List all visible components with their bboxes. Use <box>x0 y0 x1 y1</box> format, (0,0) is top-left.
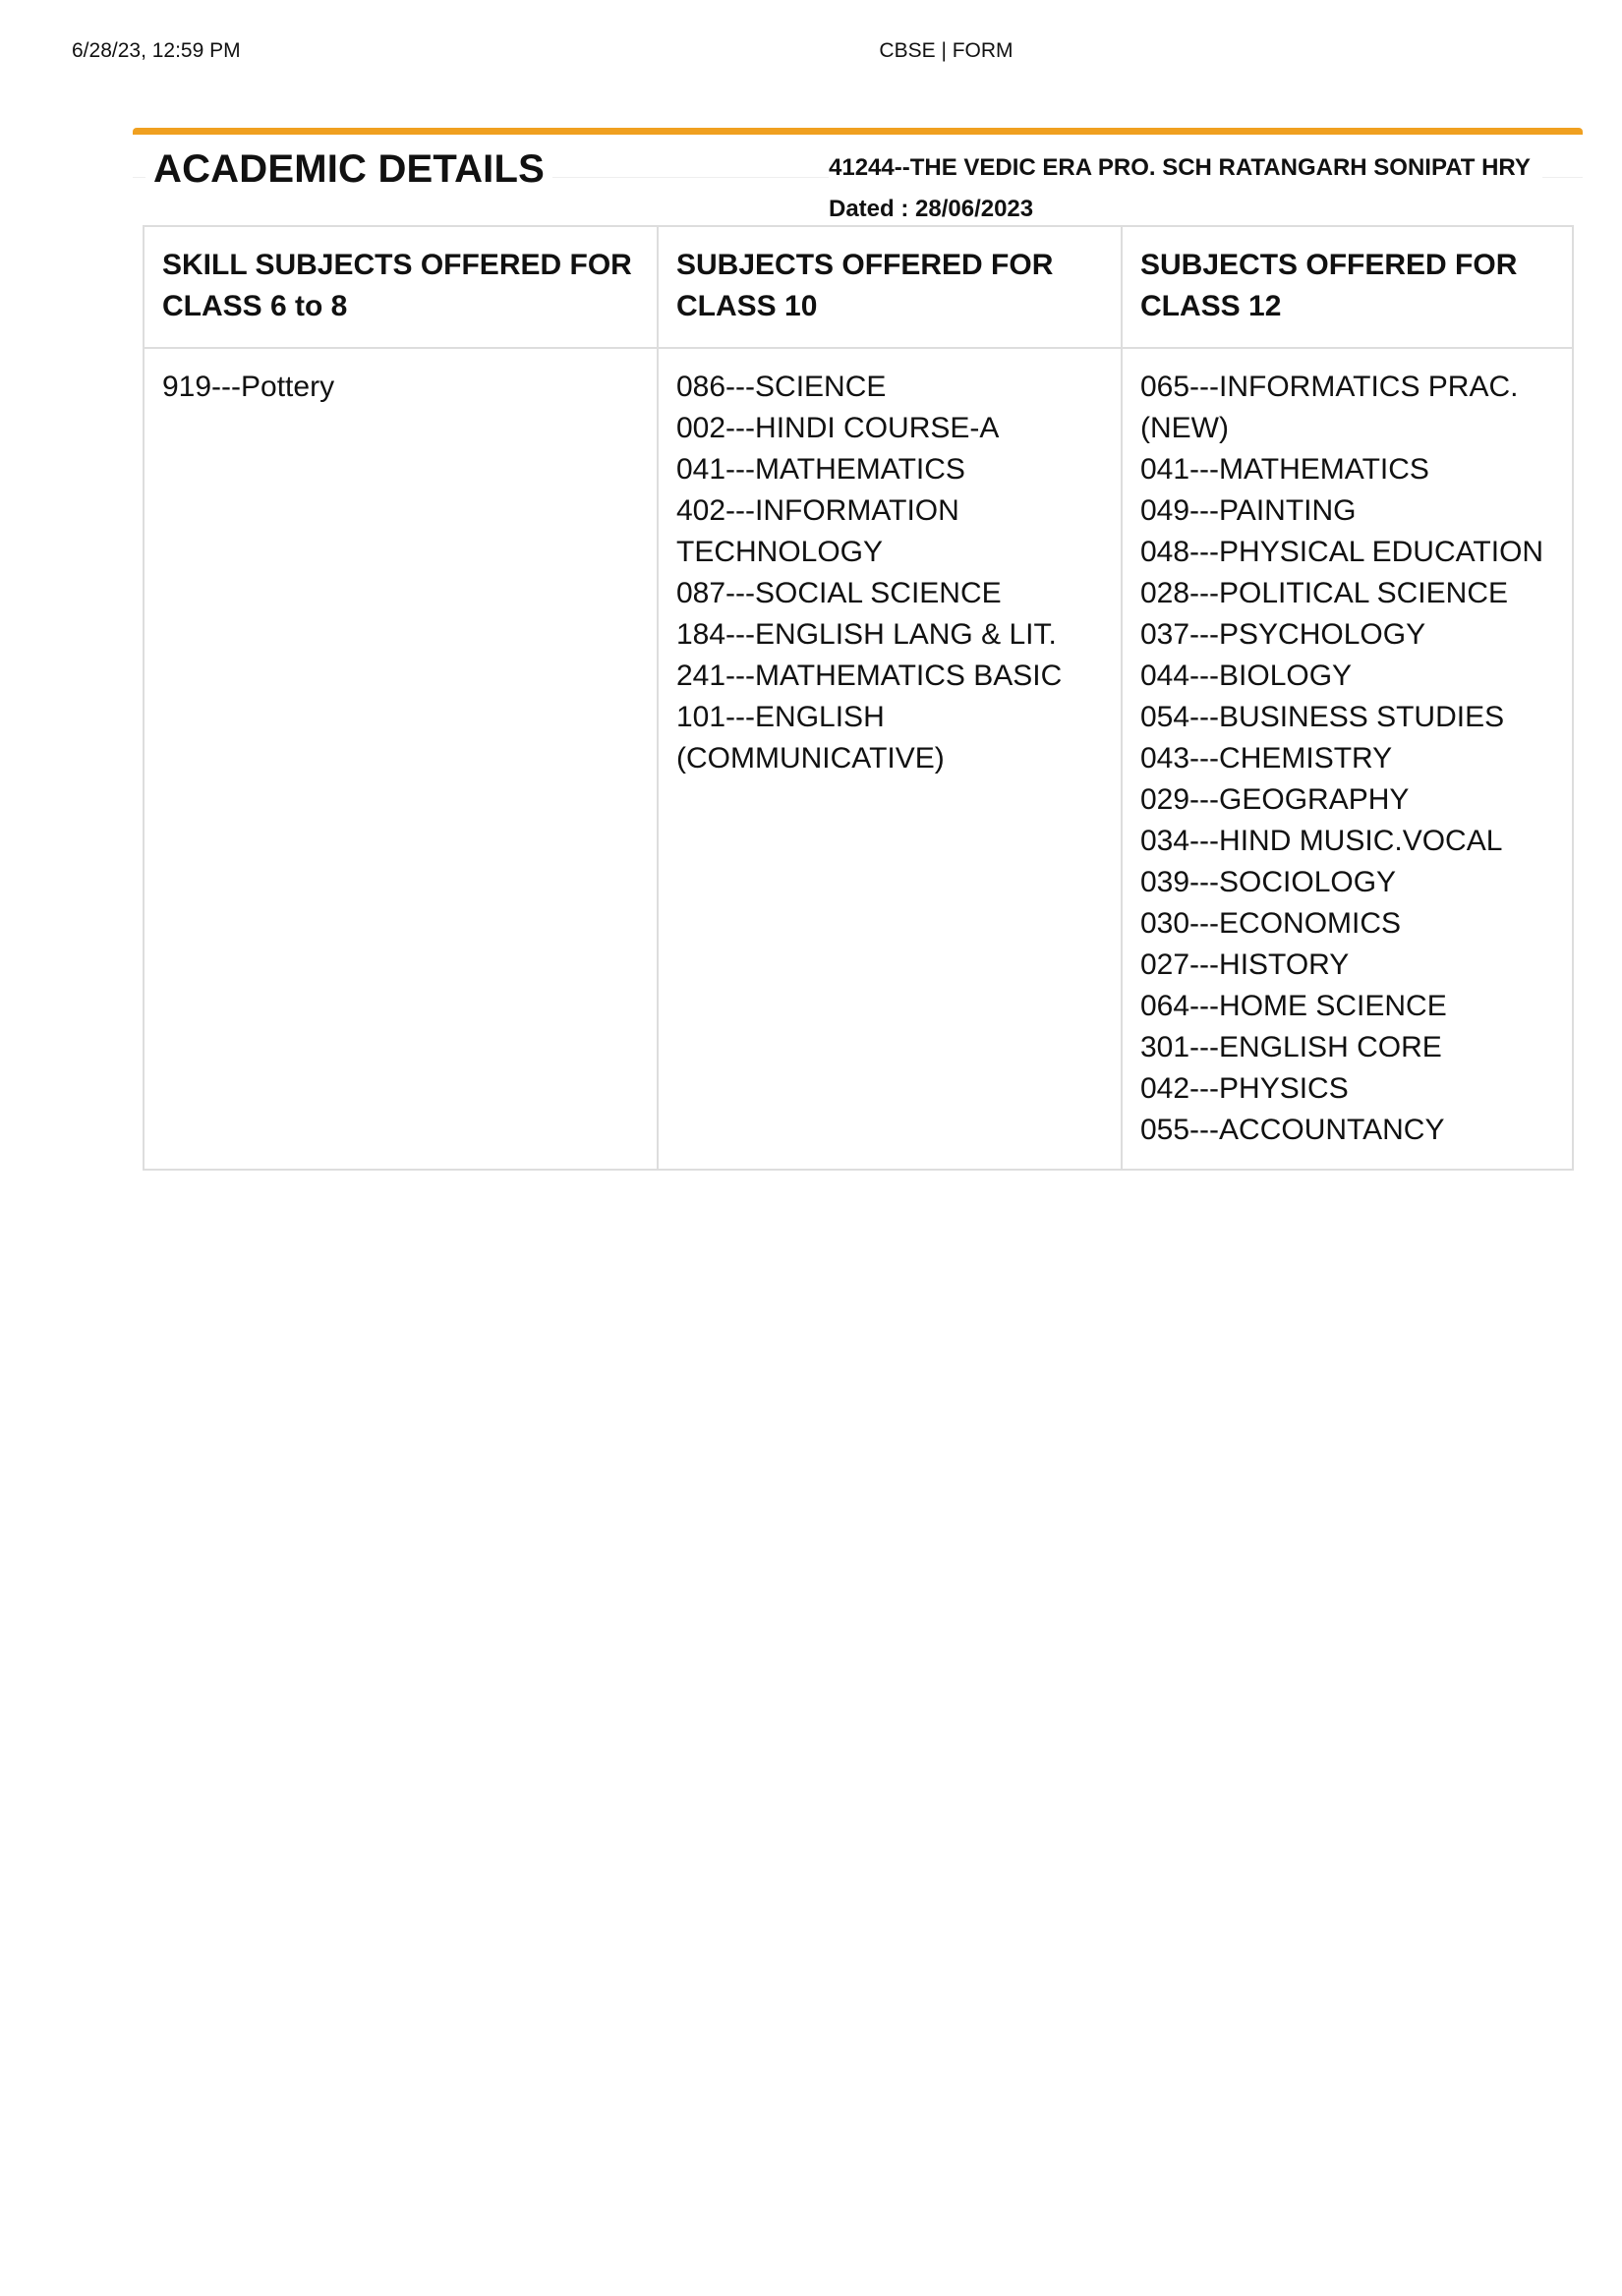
subject-item: 037---PSYCHOLOGY <box>1140 618 1426 651</box>
subject-list-class-12 <box>1140 367 1554 1151</box>
school-info <box>829 147 1542 230</box>
subject-list-class-10 <box>676 367 1103 779</box>
header-class-6-8: SKILL SUBJECTS OFFERED FOR CLASS 6 to 8 <box>144 226 658 348</box>
subject-item: 029---GEOGRAPHY <box>1140 783 1410 816</box>
subject-item: 042---PHYSICS <box>1140 1072 1349 1105</box>
subject-item: 054---BUSINESS STUDIES <box>1140 701 1505 733</box>
subject-item: 028---POLITICAL SCIENCE <box>1140 577 1508 609</box>
subject-item: 027---HISTORY <box>1140 948 1350 981</box>
dated-label: Dated : 28/06/2023 <box>829 196 1034 222</box>
subject-item: 034---HIND MUSIC.VOCAL <box>1140 825 1503 857</box>
print-datetime: 6/28/23, 12:59 PM <box>72 39 241 62</box>
subject-item: 402---INFORMATION TECHNOLOGY <box>676 494 959 568</box>
subject-item: 065---INFORMATICS PRAC. (NEW) <box>1140 371 1519 444</box>
cell-class-12 <box>1122 348 1573 1170</box>
section-title: ACADEMIC DETAILS <box>145 147 552 192</box>
subject-item: 039---SOCIOLOGY <box>1140 866 1397 898</box>
school-name: 41244--THE VEDIC ERA PRO. SCH RATANGARH SONIPAT HRY <box>829 154 1531 181</box>
subject-item: 049---PAINTING <box>1140 494 1357 527</box>
subject-item: 919---Pottery <box>162 371 335 403</box>
subject-item: 048---PHYSICAL EDUCATION <box>1140 536 1544 568</box>
print-page-title: CBSE | FORM <box>879 39 1014 62</box>
subject-item: 041---MATHEMATICS <box>1140 453 1429 486</box>
subject-item: 184---ENGLISH LANG & LIT. <box>676 618 1057 651</box>
subject-item: 055---ACCOUNTANCY <box>1140 1114 1445 1146</box>
cell-class-10 <box>658 348 1122 1170</box>
section-accent-bar <box>133 128 1583 135</box>
subject-item: 086---SCIENCE <box>676 371 887 403</box>
subject-item: 043---CHEMISTRY <box>1140 742 1393 775</box>
subject-item: 041---MATHEMATICS <box>676 453 965 486</box>
print-header <box>0 39 1622 69</box>
subject-item: 241---MATHEMATICS BASIC <box>676 660 1063 692</box>
subject-item: 101---ENGLISH (COMMUNICATIVE) <box>676 701 945 775</box>
subject-item: 030---ECONOMICS <box>1140 907 1402 940</box>
subject-item: 087---SOCIAL SCIENCE <box>676 577 1002 609</box>
subject-item: 044---BIOLOGY <box>1140 660 1353 692</box>
header-class-10: SUBJECTS OFFERED FOR CLASS 10 <box>658 226 1122 348</box>
subject-list-class-6-8 <box>162 367 639 408</box>
subjects-table <box>143 225 1574 1171</box>
cell-class-6-8 <box>144 348 658 1170</box>
table-row <box>144 348 1573 1170</box>
subject-item: 301---ENGLISH CORE <box>1140 1031 1442 1063</box>
subject-item: 002---HINDI COURSE-A <box>676 412 1000 444</box>
table-header-row <box>144 226 1573 348</box>
header-class-12: SUBJECTS OFFERED FOR CLASS 12 <box>1122 226 1573 348</box>
subject-item: 064---HOME SCIENCE <box>1140 990 1447 1022</box>
